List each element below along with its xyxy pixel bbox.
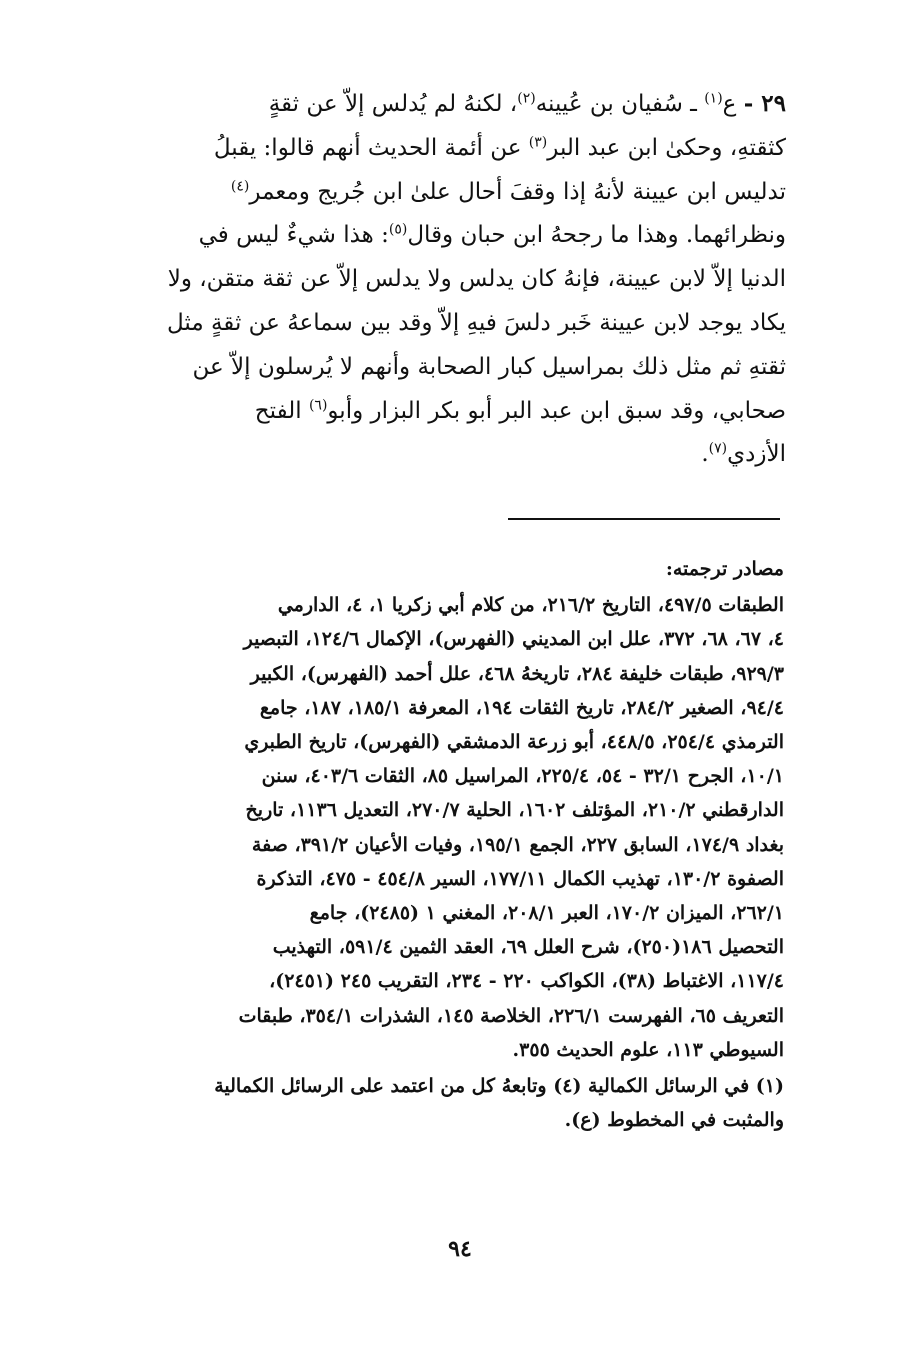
- source-line: ٩٤/٤، الصغير ٢٨٤/٢، تاريخ الثقات ١٩٤، المعرفة ١٨٥/١، ١٨٧، جامع: [259, 696, 784, 719]
- text-line: ٢٩ - ع$^{(١)}$ ـ سُفيان بن عُيينه$^{(٢)}$، لكنهُ لم يُدلس إلاّ عن ثقةٍ: [268, 90, 786, 117]
- source-line: الدارقطني ٢١٠/٢، المؤتلف ١٦٠٢، الحلية ٢٧٠/٧، التعديل ١١٣٦، تاريخ: [245, 799, 784, 822]
- footnote-ref: (٢): [517, 90, 536, 107]
- text-line: ثقتهِ ثم مثل ذلك بمراسيل كبار الصحابة وأنهم لا يُرسلون إلاّ عن: [192, 353, 786, 380]
- text-line: كثقتهِ، وحكىٰ ابن عبد البر$^{(٣)}$ عن أئمة الحديث أنهم قالوا: يقبلُ: [213, 134, 786, 161]
- source-line: الطبقات ٤٩٧/٥، التاريخ ٢١٦/٢، من كلام أبي زكريا ١، ٤، الدارمي: [277, 594, 784, 617]
- footnote-ref: (٤): [230, 177, 250, 194]
- source-line: ٤، ٦٧، ٦٨، ٣٧٢، علل ابن المديني (الفهرس)، الإكمال ١٢٤/٦، التبصير: [243, 628, 784, 651]
- entry-number: ٢٩ -: [743, 90, 786, 117]
- footnote-line: والمثبت في المخطوط (ع).: [564, 1109, 784, 1132]
- footnote-ref: (٦): [308, 396, 328, 413]
- footnote-ref: (٣): [528, 134, 548, 151]
- source-line: ٩٢٩/٣، طبقات خليفة ٢٨٤، تاريخهُ ٤٦٨، علل أحمد (الفهرس)، الكبير: [250, 662, 784, 685]
- source-line: ١١٧/٤، الاغتباط (٣٨)، الكواكب ٢٢٠ - ٢٣٤، التقريب ٢٤٥ (٢٤٥١)،: [269, 970, 784, 993]
- text-line: ونظرائهما. وهذا ما رجحهُ ابن حبان وقال$^{(٥)}$: هذا شيءٌ ليس في: [198, 221, 786, 249]
- text-line: الدنيا إلاّ لابن عيينة، فإنهُ كان يدلس ولا يدلس إلاّ عن ثقة متقن، ولا: [167, 266, 786, 293]
- source-line: السيوطي ١١٣، علوم الحديث ٣٥٥.: [512, 1038, 784, 1061]
- footnote-ref: (٧): [708, 440, 728, 457]
- source-line: ١٠/١، الجرح ٣٢/١ - ٥٤، ٢٢٥/٤، المراسيل ٨٥، الثقات ٤٠٣/٦، سنن: [261, 765, 784, 788]
- footnotes-section: [88, 552, 784, 1137]
- main-paragraph: [72, 82, 786, 477]
- source-line: الصفوة ١٣٠/٢، تهذيب الكمال ١٧٧/١١، السير ٤٥٤/٨ - ٤٧٥، التذكرة: [256, 867, 784, 890]
- text-line: صحابي، وقد سبق ابن عبد البر أبو بكر البزار وأبو$^{(٦)}$ الفتح: [254, 396, 786, 424]
- source-line: التحصيل ١٨٦(٢٥٠)، شرح العلل ٦٩، العقد الثمين ٥٩١/٤، التهذيب: [272, 936, 784, 959]
- footnote-ref: (١): [704, 90, 723, 107]
- footnote-line: (١) في الرسائل الكمالية (٤) وتابعهُ كل من اعتمد على الرسائل الكمالية: [214, 1075, 784, 1098]
- footnote-ref: (٥): [388, 221, 408, 238]
- footnote-divider: [508, 518, 780, 520]
- sources-heading: مصادر ترجمته:: [665, 558, 784, 580]
- page-number: ٩٤: [448, 1236, 472, 1262]
- text-line: يكاد يوجد لابن عيينة خَبر دلسَ فيهِ إلاّ وقد بين سماعهُ عن ثقةٍ مثل: [166, 309, 786, 336]
- source-line: ٢٦٢/١، الميزان ١٧٠/٢، العبر ٢٠٨/١، المغني ١ (٢٤٨٥)، جامع: [309, 902, 784, 925]
- source-line: التعريف ٦٥، الفهرست ٢٢٦/١، الخلاصة ١٤٥، الشذرات ٣٥٤/١، طبقات: [238, 1004, 784, 1027]
- text-line: تدليس ابن عيينة لأنهُ إذا وقفَ أحال علىٰ ابن جُريج ومعمر$^{(٤)}$: [230, 177, 786, 205]
- text-line: الأزدي$^{(٧)}$.: [701, 440, 786, 468]
- source-line: بغداد ١٧٤/٩، السابق ٢٢٧، الجمع ١٩٥/١، وفيات الأعيان ٣٩١/٢، صفة: [251, 833, 784, 856]
- source-line: الترمذي ٢٥٤/٤، ٤٤٨/٥، أبو زرعة الدمشقي (الفهرس)، تاريخ الطبري: [244, 731, 784, 754]
